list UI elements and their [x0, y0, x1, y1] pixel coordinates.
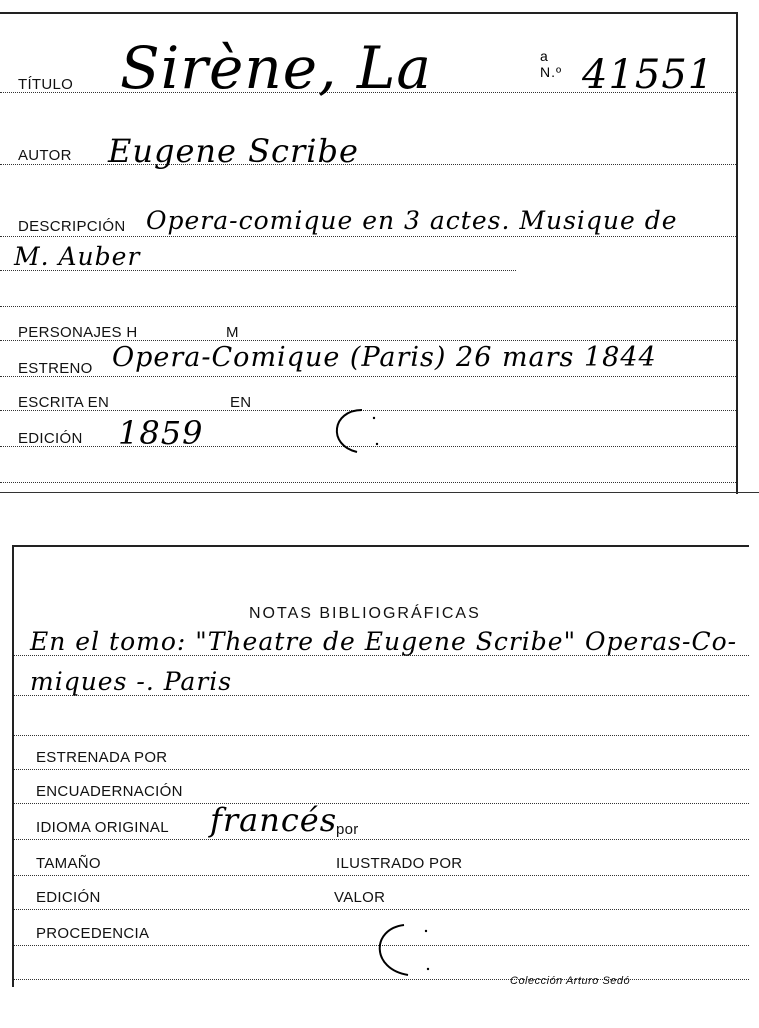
encuadernacion-rule — [14, 803, 749, 804]
idioma-por-label: por — [336, 821, 359, 838]
idioma-value: francés — [210, 801, 338, 839]
notas-heading: NOTAS BIBLIOGRÁFICAS — [249, 605, 481, 622]
tamano-rule — [14, 875, 749, 876]
edicion-label: EDICIÓN — [18, 430, 83, 447]
idioma-label: IDIOMA ORIGINAL — [36, 819, 169, 836]
encuadernacion-label: ENCUADERNACIÓN — [36, 783, 183, 800]
collection-credit: Colección Arturo Sedó — [510, 975, 631, 987]
edicion-value: 1859 — [118, 414, 204, 452]
edicion-rule — [14, 909, 749, 910]
personajes-label: PERSONAJES H — [18, 324, 138, 341]
autor-value: Eugene Scribe — [108, 132, 359, 170]
blank-rule — [0, 306, 736, 307]
titulo-label: TÍTULO — [18, 76, 74, 93]
estreno-label: ESTRENO — [18, 360, 93, 377]
estrenada-rule — [14, 769, 749, 770]
descripcion-value-line2: M. Auber — [14, 242, 141, 271]
edicion-label: EDICIÓN — [36, 889, 101, 906]
numero-value: 41551 — [582, 52, 715, 98]
titulo-value: Sirène, La — [120, 34, 432, 102]
notes-line2: miques -. Paris — [30, 667, 233, 696]
autor-label: AUTOR — [18, 147, 72, 164]
personajes-m-label: M — [226, 324, 239, 341]
estreno-value: Opera-Comique (Paris) 26 mars 1844 — [112, 342, 657, 373]
escrita-en-label: EN — [230, 394, 252, 411]
card-divider — [0, 492, 759, 493]
idioma-rule — [14, 839, 749, 840]
catalog-card-front — [0, 12, 738, 494]
descripcion-value-line1: Opera-comique en 3 actes. Musique de — [146, 206, 678, 235]
catalog-card-back — [12, 545, 749, 987]
descripcion-rule — [0, 236, 736, 237]
ilustrado-label: ILUSTRADO POR — [336, 855, 463, 872]
escrita-label: ESCRITA EN — [18, 394, 110, 411]
stamp-mark-2 — [366, 917, 436, 981]
estrenada-label: ESTRENADA POR — [36, 749, 168, 766]
notes-rule-3 — [14, 735, 749, 736]
stamp-mark — [322, 400, 384, 460]
notes-line1: En el tomo: "Theatre de Eugene Scribe" Operas-Co- — [30, 627, 738, 656]
tamano-label: TAMAÑO — [36, 855, 101, 872]
descripcion-label: DESCRIPCIÓN — [18, 218, 126, 235]
numero-prefix: a N.º — [540, 48, 563, 80]
bottom-rule — [0, 482, 736, 483]
estreno-rule — [0, 376, 736, 377]
valor-label: VALOR — [334, 889, 386, 906]
procedencia-label: PROCEDENCIA — [36, 925, 150, 942]
